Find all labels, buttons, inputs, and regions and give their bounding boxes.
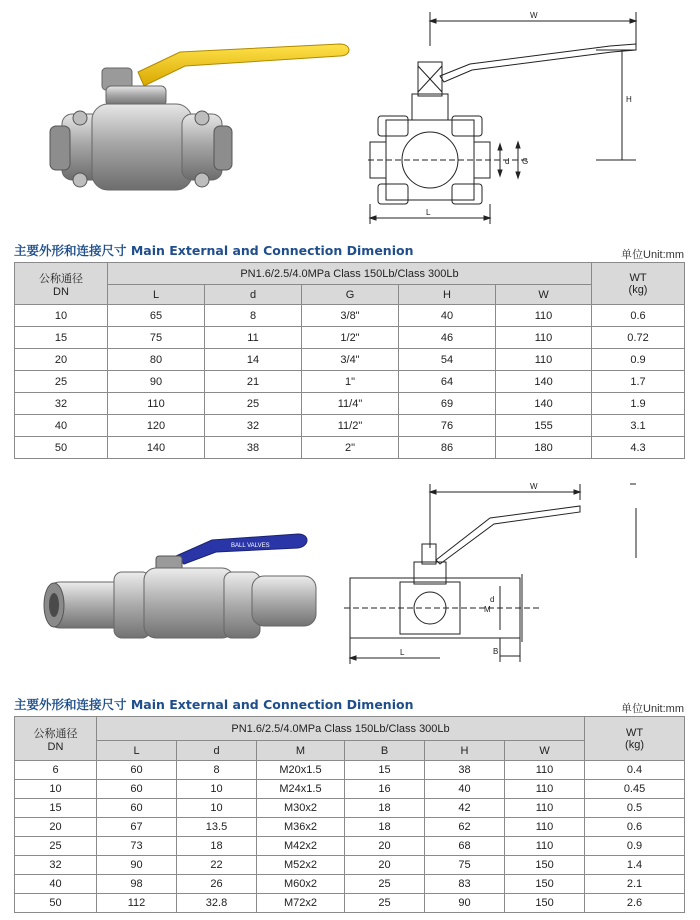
table-cell: 64 xyxy=(399,371,496,393)
dim-label-d: d xyxy=(505,157,510,166)
table-cell: 75 xyxy=(425,856,505,875)
table-cell: 1" xyxy=(302,371,399,393)
section-title: 主要外形和连接尺寸 Main External and Connection Dimenion xyxy=(14,243,414,258)
column-header: L xyxy=(108,285,205,305)
table-row xyxy=(15,894,685,913)
table-cell: 110 xyxy=(505,780,585,799)
table-cell: 40 xyxy=(425,780,505,799)
unit-label: 单位Unit:mm xyxy=(621,249,684,261)
table-cell: 38 xyxy=(425,761,505,780)
table-row xyxy=(15,780,685,799)
table-cell: 20 xyxy=(15,818,97,837)
table-cell: 60 xyxy=(97,761,177,780)
table-cell: 20 xyxy=(345,856,425,875)
dim-label-l: L xyxy=(426,208,431,217)
table-cell: 65 xyxy=(108,305,205,327)
table-row xyxy=(15,415,685,437)
column-header: B xyxy=(345,741,425,761)
column-header: d xyxy=(205,285,302,305)
table-cell: 0.4 xyxy=(585,761,685,780)
column-header: d xyxy=(177,741,257,761)
table-cell: 0.6 xyxy=(585,818,685,837)
table-cell: 14 xyxy=(205,349,302,371)
column-header: H xyxy=(425,741,505,761)
dn-header: 公称通径 DN xyxy=(15,263,108,305)
table-cell: 15 xyxy=(345,761,425,780)
table-cell: 20 xyxy=(345,837,425,856)
table-cell: 2.6 xyxy=(585,894,685,913)
dn-header: 公称通径 DN xyxy=(15,717,97,761)
three-piece-ball-valve-drawing xyxy=(360,6,680,228)
table-cell: 68 xyxy=(425,837,505,856)
table-cell: 3/8" xyxy=(302,305,399,327)
table-cell: 0.9 xyxy=(585,837,685,856)
table-cell: 1.7 xyxy=(592,371,685,393)
table-cell: 6 xyxy=(15,761,97,780)
section-title: 主要外形和连接尺寸 Main External and Connection Dimenion xyxy=(14,697,414,712)
table-cell: 110 xyxy=(505,799,585,818)
table-cell: 60 xyxy=(97,780,177,799)
table-cell: 155 xyxy=(496,415,592,437)
table-cell: 10 xyxy=(15,780,97,799)
dimension-table xyxy=(14,716,685,913)
table-cell: 3/4" xyxy=(302,349,399,371)
table-cell: 42 xyxy=(425,799,505,818)
table-cell: 110 xyxy=(108,393,205,415)
table-cell: 150 xyxy=(505,875,585,894)
table-row xyxy=(15,818,685,837)
table-cell: 11/4" xyxy=(302,393,399,415)
table-cell: 110 xyxy=(496,349,592,371)
table-cell: 90 xyxy=(97,856,177,875)
table-cell: 90 xyxy=(108,371,205,393)
table-cell: 11/2" xyxy=(302,415,399,437)
table-cell: 0.72 xyxy=(592,327,685,349)
table-cell: 67 xyxy=(97,818,177,837)
table-cell: 11 xyxy=(205,327,302,349)
table-cell: 0.9 xyxy=(592,349,685,371)
table-cell: 38 xyxy=(205,437,302,459)
dim-label-l: L xyxy=(400,648,405,657)
table-cell: 15 xyxy=(15,799,97,818)
table-cell: 40 xyxy=(15,415,108,437)
table-cell: 2.1 xyxy=(585,875,685,894)
column-header: L xyxy=(97,741,177,761)
table-cell: 8 xyxy=(205,305,302,327)
table-cell: 60 xyxy=(97,799,177,818)
table-cell: M36x2 xyxy=(257,818,345,837)
weight-header: WT (kg) xyxy=(585,717,685,761)
table-cell: 150 xyxy=(505,856,585,875)
table-cell: 2" xyxy=(302,437,399,459)
table-row xyxy=(15,837,685,856)
table-cell: 18 xyxy=(345,818,425,837)
column-header: G xyxy=(302,285,399,305)
table-cell: 15 xyxy=(15,327,108,349)
table-cell: M42x2 xyxy=(257,837,345,856)
dim-label-b: B xyxy=(493,647,499,656)
table-cell: 110 xyxy=(505,761,585,780)
table-cell: 120 xyxy=(108,415,205,437)
unit-label: 单位Unit:mm xyxy=(621,703,684,715)
table-cell: 140 xyxy=(108,437,205,459)
table-row xyxy=(15,856,685,875)
dim-label-g: G xyxy=(522,157,529,166)
table-cell: 73 xyxy=(97,837,177,856)
table-cell: 0.6 xyxy=(592,305,685,327)
table-cell: 110 xyxy=(505,837,585,856)
table-cell: 32 xyxy=(15,856,97,875)
table-cell: 1.4 xyxy=(585,856,685,875)
table-cell: 86 xyxy=(399,437,496,459)
dim-label-d: d xyxy=(490,595,495,604)
table-cell: 10 xyxy=(177,799,257,818)
dim-label-w: W xyxy=(530,11,538,20)
table-cell: 75 xyxy=(108,327,205,349)
table-cell: 32.8 xyxy=(177,894,257,913)
table-cell: 112 xyxy=(97,894,177,913)
column-header: W xyxy=(505,741,585,761)
table-cell: 140 xyxy=(496,371,592,393)
column-header: H xyxy=(399,285,496,305)
table-cell: 90 xyxy=(425,894,505,913)
table-cell: 3.1 xyxy=(592,415,685,437)
table-cell: 140 xyxy=(496,393,592,415)
table-cell: 32 xyxy=(205,415,302,437)
table-cell: 98 xyxy=(97,875,177,894)
table-row xyxy=(15,327,685,349)
table-cell: 22 xyxy=(177,856,257,875)
table-cell: 80 xyxy=(108,349,205,371)
table-cell: 16 xyxy=(345,780,425,799)
table-cell: 40 xyxy=(399,305,496,327)
table-cell: 18 xyxy=(345,799,425,818)
table-row xyxy=(15,349,685,371)
pressure-class-header: PN1.6/2.5/4.0MPa Class 150Lb/Class 300Lb xyxy=(108,263,592,285)
table-cell: 21 xyxy=(205,371,302,393)
table-cell: M24x1.5 xyxy=(257,780,345,799)
table-cell: 50 xyxy=(15,437,108,459)
table-cell: 76 xyxy=(399,415,496,437)
table-row xyxy=(15,761,685,780)
table-cell: 69 xyxy=(399,393,496,415)
table-cell: 50 xyxy=(15,894,97,913)
table-row xyxy=(15,875,685,894)
table-cell: M52x2 xyxy=(257,856,345,875)
table-cell: 13.5 xyxy=(177,818,257,837)
dimension-table xyxy=(14,262,685,459)
table-row xyxy=(15,393,685,415)
table-cell: 25 xyxy=(15,371,108,393)
table-cell: 62 xyxy=(425,818,505,837)
table-cell: 110 xyxy=(505,818,585,837)
table-row xyxy=(15,437,685,459)
table-cell: 0.5 xyxy=(585,799,685,818)
union-ball-valve-photo xyxy=(36,522,336,652)
table-row xyxy=(15,305,685,327)
table-cell: 46 xyxy=(399,327,496,349)
table-cell: 25 xyxy=(205,393,302,415)
table-cell: M72x2 xyxy=(257,894,345,913)
table-cell: 25 xyxy=(345,894,425,913)
table-cell: 0.45 xyxy=(585,780,685,799)
dim-label-w: W xyxy=(530,482,538,491)
table-cell: 26 xyxy=(177,875,257,894)
table-cell: 180 xyxy=(496,437,592,459)
table-cell: 1.9 xyxy=(592,393,685,415)
table-cell: 4.3 xyxy=(592,437,685,459)
table-cell: M60x2 xyxy=(257,875,345,894)
union-ball-valve-drawing xyxy=(340,478,685,668)
table-cell: 110 xyxy=(496,305,592,327)
table-cell: 20 xyxy=(15,349,108,371)
handle-label: BALL VALVES xyxy=(231,543,270,549)
table-cell: 25 xyxy=(15,837,97,856)
table-cell: 32 xyxy=(15,393,108,415)
table-cell: 10 xyxy=(177,780,257,799)
pressure-class-header: PN1.6/2.5/4.0MPa Class 150Lb/Class 300Lb xyxy=(97,717,585,741)
dim-label-m: M xyxy=(484,605,491,614)
table-cell: 54 xyxy=(399,349,496,371)
table-cell: 150 xyxy=(505,894,585,913)
table-row xyxy=(15,799,685,818)
table-cell: 83 xyxy=(425,875,505,894)
weight-header: WT (kg) xyxy=(592,263,685,305)
table-cell: 25 xyxy=(345,875,425,894)
column-header: W xyxy=(496,285,592,305)
three-piece-ball-valve-photo xyxy=(40,30,360,205)
dim-label-h: H xyxy=(626,95,632,104)
table-cell: 110 xyxy=(496,327,592,349)
column-header: M xyxy=(257,741,345,761)
table-cell: 40 xyxy=(15,875,97,894)
table-cell: 18 xyxy=(177,837,257,856)
table-cell: 8 xyxy=(177,761,257,780)
table-row xyxy=(15,371,685,393)
table-cell: M30x2 xyxy=(257,799,345,818)
table-cell: M20x1.5 xyxy=(257,761,345,780)
table-cell: 1/2" xyxy=(302,327,399,349)
table-cell: 10 xyxy=(15,305,108,327)
